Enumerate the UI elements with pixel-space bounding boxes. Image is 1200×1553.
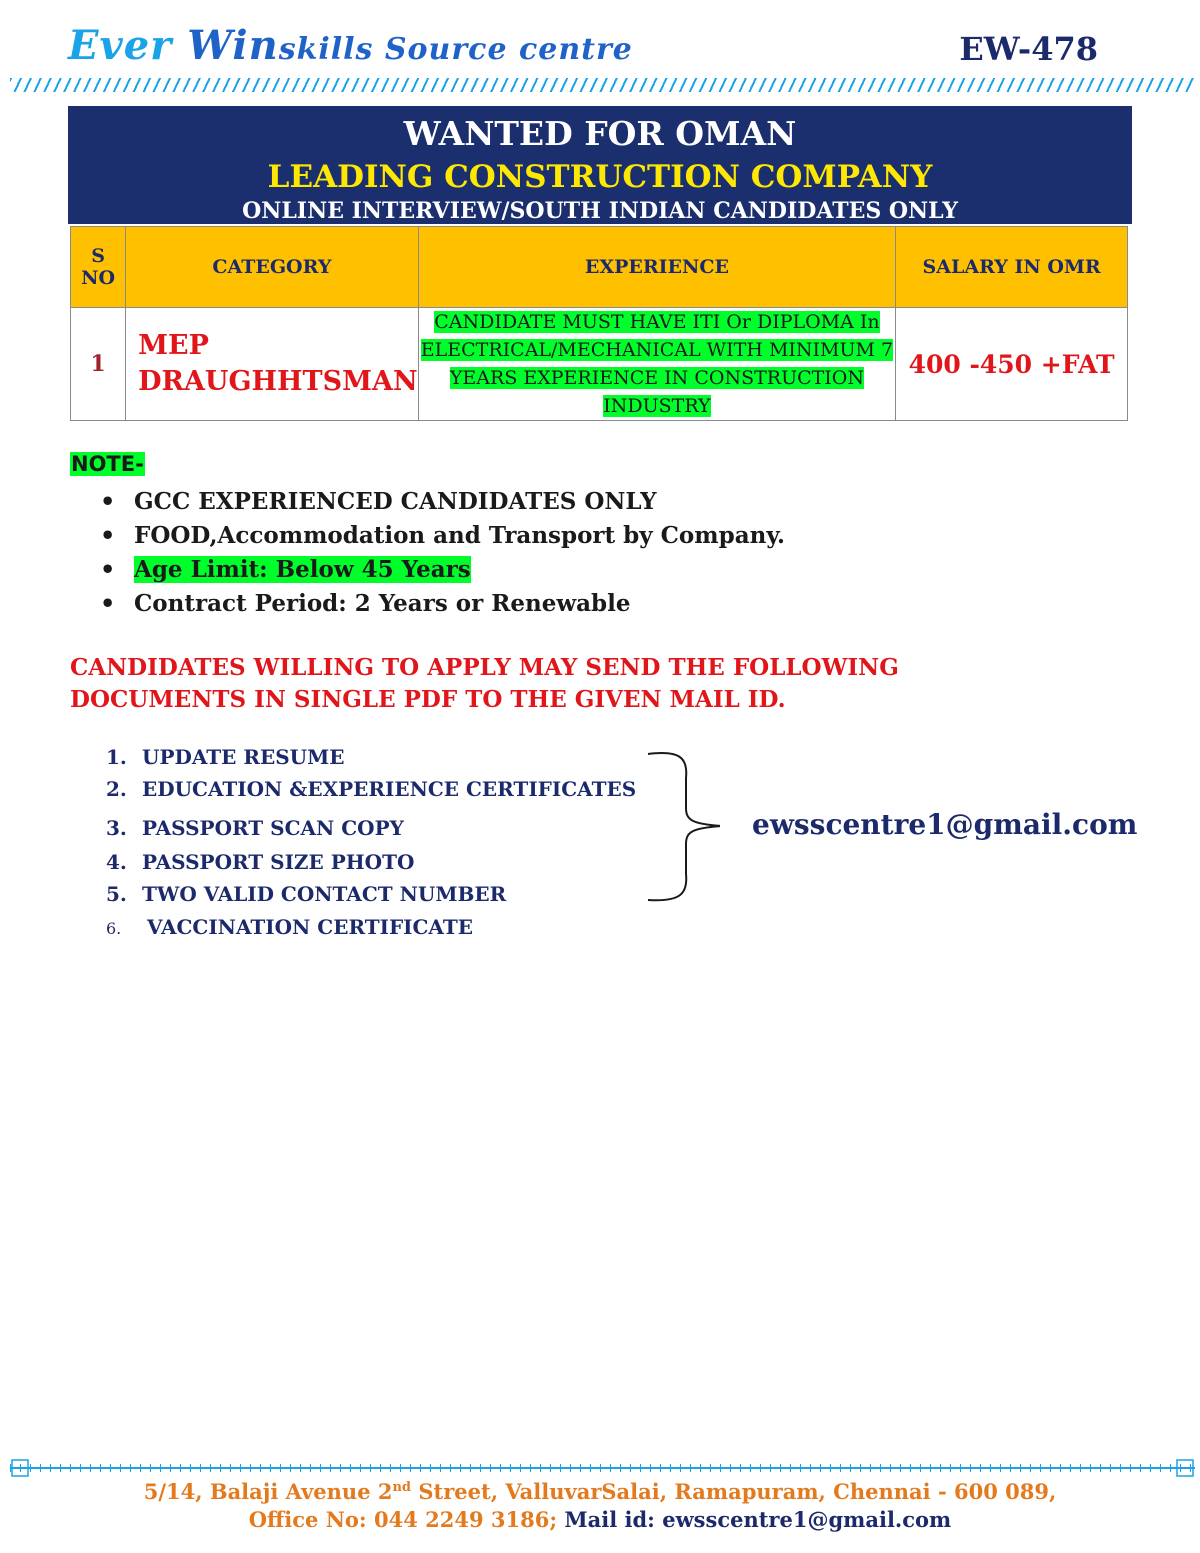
cell-salary: 400 -450 +FAT	[896, 308, 1128, 421]
doc-label: EDUCATION &EXPERIENCE CERTIFICATES	[142, 777, 637, 801]
table-header-row	[71, 227, 1128, 308]
footer-address	[0, 1474, 1200, 1534]
cell-sno: 1	[71, 308, 126, 421]
category-line1: MEP	[138, 330, 209, 361]
table-row	[71, 308, 1128, 421]
address-post: Street, ValluvarSalai, Ramapuram, Chennai - 600 089,	[411, 1479, 1057, 1504]
documents-list	[106, 742, 636, 944]
doc-num: 3.	[106, 816, 127, 840]
header-experience: EXPERIENCE	[418, 227, 896, 308]
logo-text-rest: skills Source centre	[278, 32, 633, 67]
list-item: • FOOD,Accommodation and Transport by Company.	[100, 520, 785, 554]
note-label: NOTE-	[71, 452, 144, 476]
contact-line	[0, 1506, 1200, 1534]
banner-title: WANTED FOR OMAN	[403, 114, 797, 153]
job-code: EW-478	[959, 30, 1098, 68]
list-item	[106, 847, 636, 879]
header-salary: SALARY IN OMR	[896, 227, 1128, 308]
doc-label: PASSPORT SIZE PHOTO	[142, 850, 415, 874]
doc-label: TWO VALID CONTACT NUMBER	[142, 882, 507, 906]
banner-note: ONLINE INTERVIEW/SOUTH INDIAN CANDIDATES ONLY	[242, 198, 958, 224]
cell-category	[126, 308, 419, 421]
cell-experience	[418, 308, 896, 421]
apply-instructions: CANDIDATES WILLING TO APPLY MAY SEND THE FOLLOWING DOCUMENTS IN SINGLE PDF TO THE GIVEN MAIL ID.	[70, 654, 899, 713]
address-line	[0, 1474, 1200, 1506]
doc-label: UPDATE RESUME	[142, 745, 345, 769]
list-item	[100, 554, 785, 588]
doc-num: 4.	[106, 850, 127, 874]
list-item	[106, 912, 636, 944]
doc-label: PASSPORT SCAN COPY	[142, 816, 404, 840]
header-sno	[71, 227, 126, 308]
office-number: Office No: 044 2249 3186;	[248, 1507, 565, 1532]
logo-text-ever: Ever	[68, 22, 188, 69]
company-logo	[68, 22, 633, 69]
header-category: CATEGORY	[126, 227, 419, 308]
doc-num: 6.	[106, 919, 122, 938]
header-divider	[10, 78, 1195, 92]
experience-text: CANDIDATE MUST HAVE ITI Or DIPLOMA In ELECTRICAL/MECHANICAL WITH MINIMUM 7 YEARS EXPERIENCE IN CONSTRUCTION INDUSTRY	[420, 311, 894, 417]
doc-num: 5.	[106, 882, 127, 906]
address-pre: 5/14, Balaji Avenue 2	[143, 1479, 393, 1504]
jobs-table	[70, 226, 1128, 421]
category-line2: DRAUGHHTSMAN	[138, 366, 418, 397]
note-list	[100, 486, 785, 622]
age-limit-text: Age Limit: Below 45 Years	[134, 556, 471, 583]
header-sno-line2: NO	[81, 267, 116, 289]
header-sno-line1: S	[91, 245, 105, 267]
doc-num: 1.	[106, 745, 127, 769]
title-banner	[68, 106, 1132, 224]
address-sup: nd	[392, 1480, 412, 1495]
doc-num: 2.	[106, 777, 127, 801]
curly-brace-icon	[640, 748, 720, 908]
list-item: • Contract Period: 2 Years or Renewable	[100, 588, 785, 622]
logo-text-win: Win	[187, 22, 279, 69]
list-item	[106, 813, 636, 847]
contact-email[interactable]: ewsscentre1@gmail.com	[752, 808, 1138, 841]
footer-mail[interactable]: Mail id: ewsscentre1@gmail.com	[564, 1507, 952, 1532]
list-item	[106, 774, 636, 813]
list-item	[106, 742, 636, 774]
list-item: • GCC EXPERIENCED CANDIDATES ONLY	[100, 486, 785, 520]
banner-subtitle: LEADING CONSTRUCTION COMPANY	[267, 159, 933, 195]
doc-label: VACCINATION CERTIFICATE	[147, 915, 473, 939]
list-item	[106, 879, 636, 912]
